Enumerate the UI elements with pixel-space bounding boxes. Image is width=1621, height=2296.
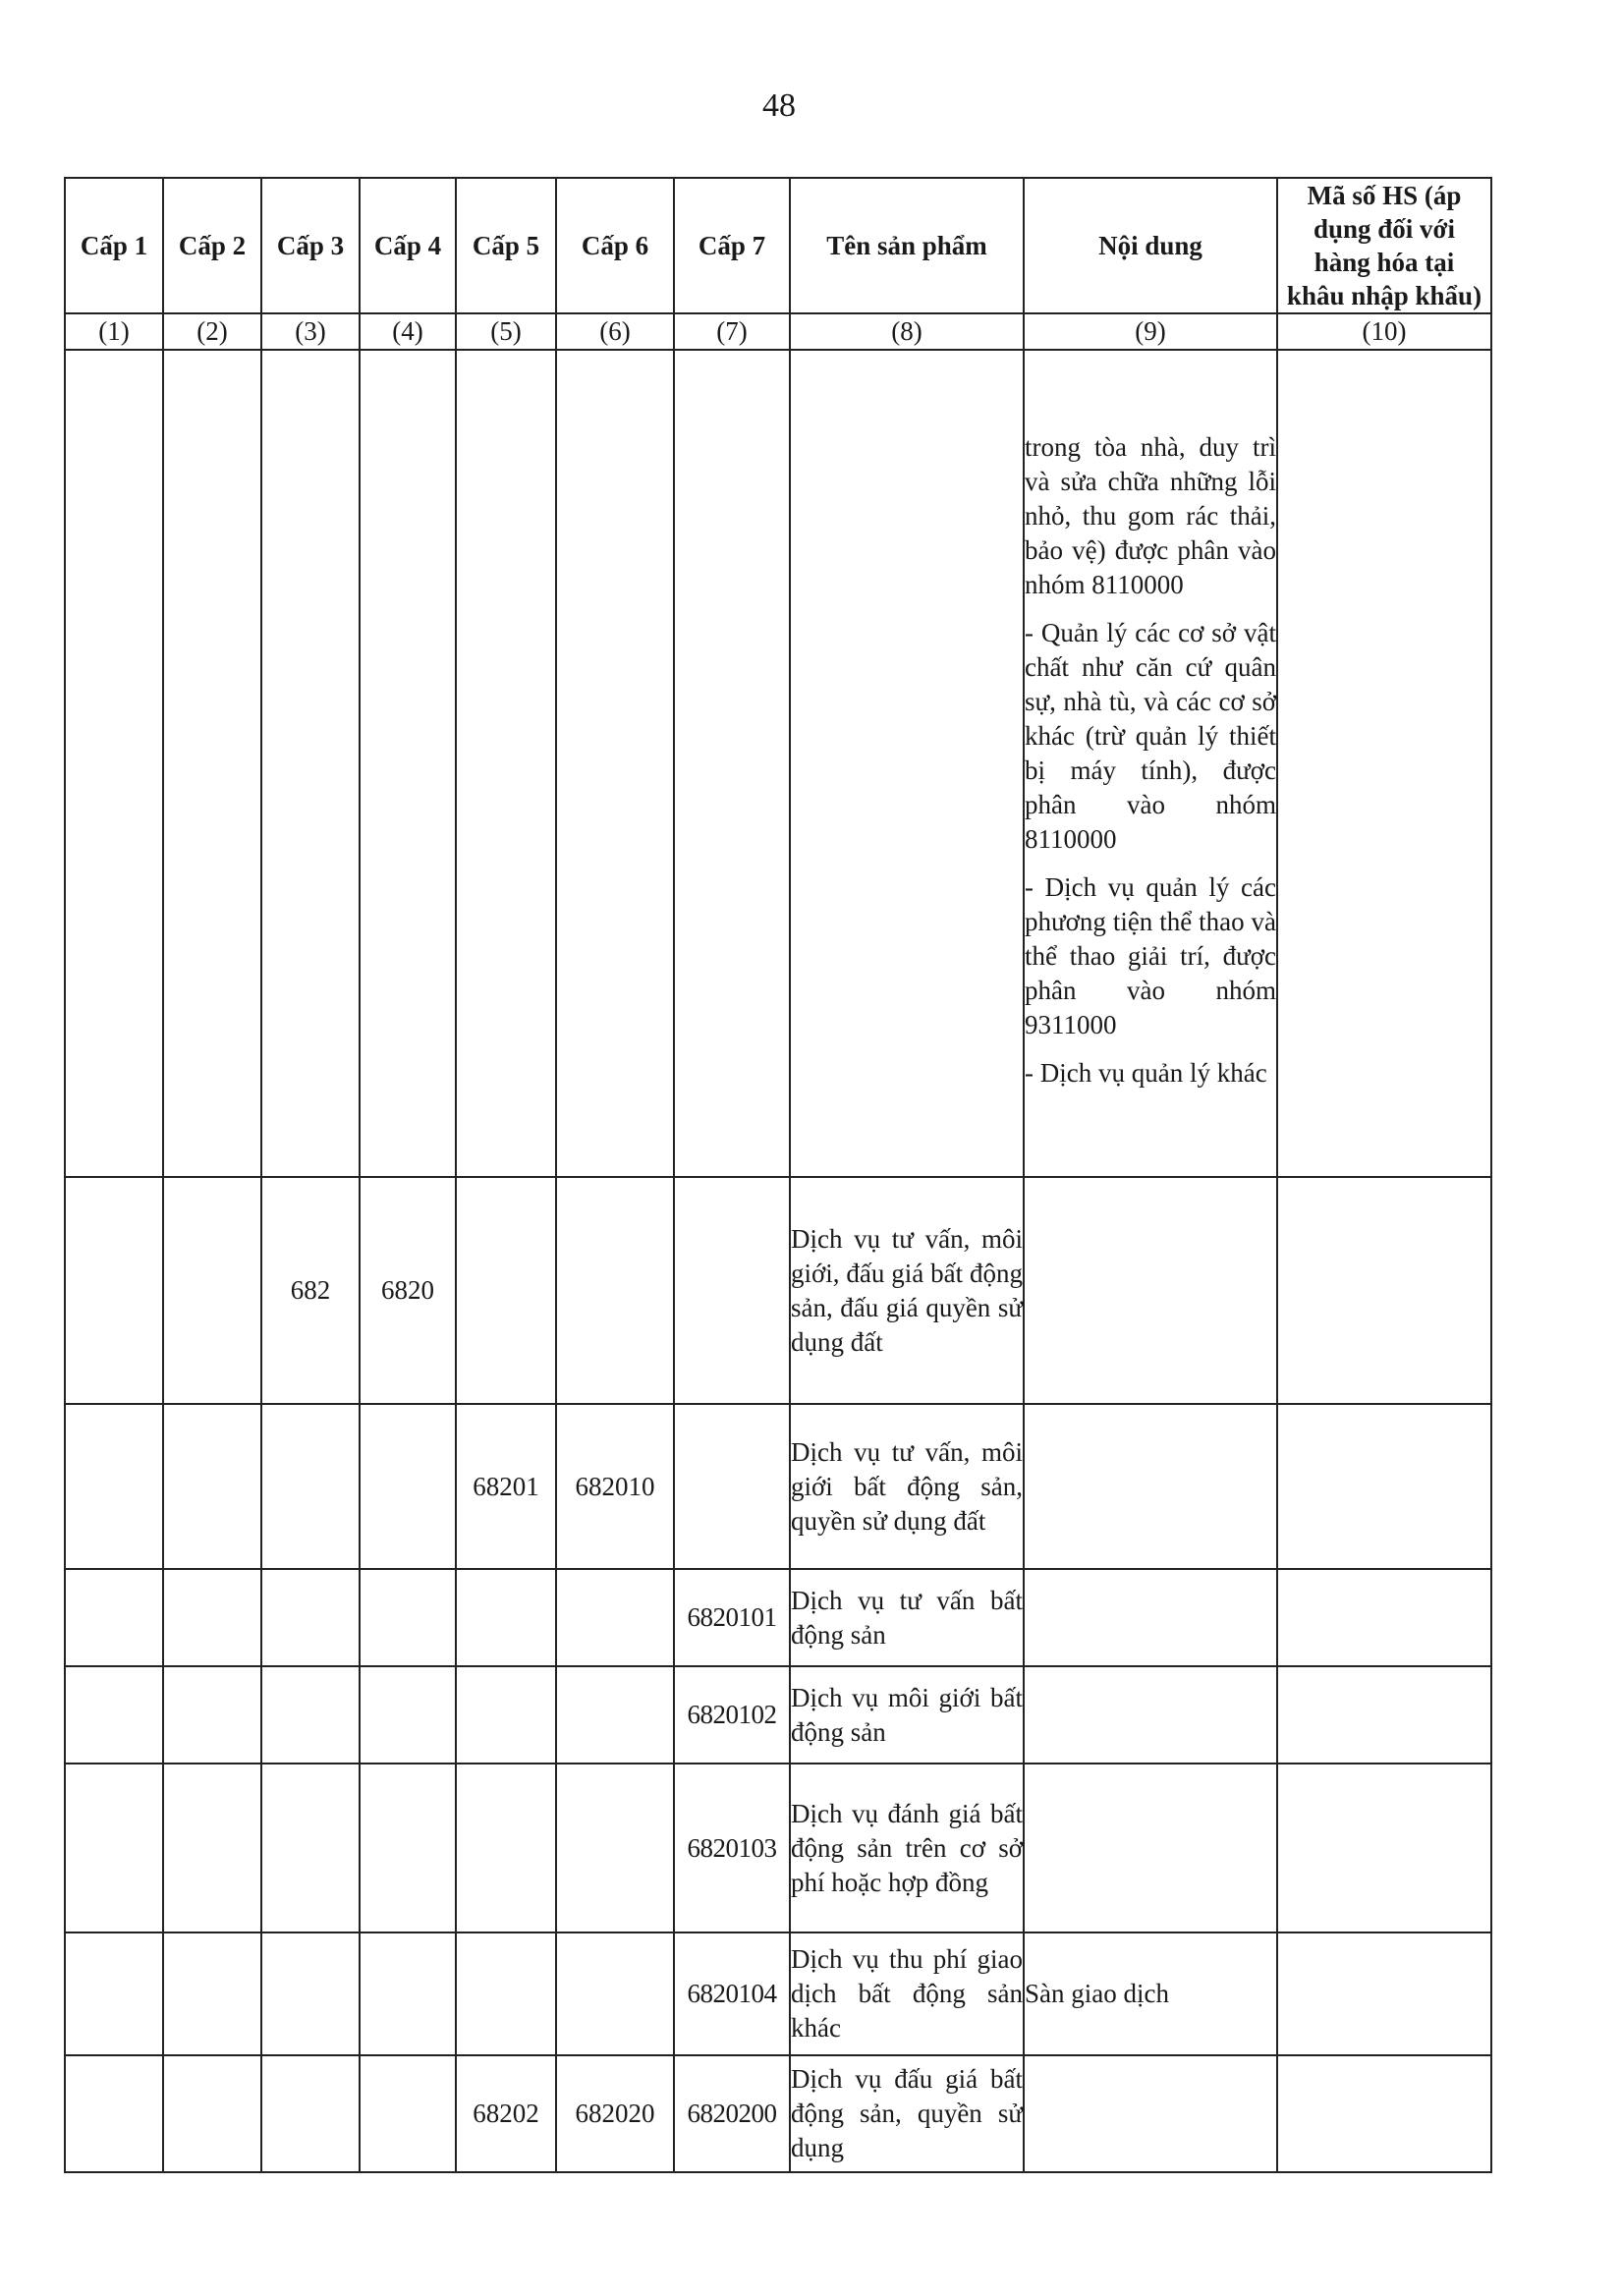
- cell-cap1: [65, 1932, 163, 2055]
- cell-cap1: [65, 1177, 163, 1404]
- cell-cap5: 68202: [456, 2055, 556, 2172]
- cell-cap1: [65, 2055, 163, 2172]
- table-row: [65, 1177, 1491, 1404]
- cell-cap2: [163, 1764, 261, 1932]
- cell-cap4: [360, 2055, 456, 2172]
- header-cap-4: Cấp 4: [360, 178, 456, 313]
- content-paragraph: - Dịch vụ quản lý các phương tiện thể thao và thể thao giải trí, được phân vào nhóm 9311000: [1025, 872, 1276, 1039]
- cell-cap3: [261, 1764, 360, 1932]
- header-hs-code: Mã số HS (áp dụng đối với hàng hóa tại khâu nhập khẩu): [1277, 178, 1491, 313]
- column-number: (7): [674, 313, 790, 350]
- cell-content: [1024, 1666, 1277, 1764]
- cell-product-name: Dịch vụ đánh giá bất động sản trên cơ sở phí hoặc hợp đồng: [790, 1764, 1024, 1932]
- cell-cap3: 682: [261, 1177, 360, 1404]
- cell-cap7: 6820104: [674, 1932, 790, 2055]
- cell-cap7: 6820101: [674, 1569, 790, 1666]
- cell-product-name: [790, 350, 1024, 1177]
- cell-cap2: [163, 2055, 261, 2172]
- column-number: (4): [360, 313, 456, 350]
- page-number: 48: [762, 87, 796, 124]
- cell-cap6: [556, 350, 674, 1177]
- header-cap-1: Cấp 1: [65, 178, 163, 313]
- header-row: [65, 178, 1491, 313]
- cell-cap7: [674, 1177, 790, 1404]
- table-row: [65, 1404, 1491, 1569]
- table-row: [65, 2055, 1491, 2172]
- column-number: (9): [1024, 313, 1277, 350]
- cell-content: [1024, 1177, 1277, 1404]
- cell-hs-code: [1277, 1404, 1491, 1569]
- cell-hs-code: [1277, 2055, 1491, 2172]
- column-number: (2): [163, 313, 261, 350]
- cell-cap7: 6820103: [674, 1764, 790, 1932]
- cell-cap1: [65, 1404, 163, 1569]
- cell-cap4: [360, 350, 456, 1177]
- cell-cap4: [360, 1764, 456, 1932]
- table-row: [65, 350, 1491, 1177]
- cell-cap6: [556, 1666, 674, 1764]
- cell-cap7: 6820200: [674, 2055, 790, 2172]
- header-content: Nội dung: [1024, 178, 1277, 313]
- column-number: (10): [1277, 313, 1491, 350]
- header-cap-6: Cấp 6: [556, 178, 674, 313]
- cell-product-name: Dịch vụ thu phí giao dịch bất động sản khác: [790, 1932, 1024, 2055]
- column-number: (6): [556, 313, 674, 350]
- cell-cap2: [163, 1932, 261, 2055]
- cell-product-name: Dịch vụ tư vấn, môi giới, đấu giá bất động sản, đấu giá quyền sử dụng đất: [790, 1177, 1024, 1404]
- cell-cap5: [456, 1932, 556, 2055]
- cell-cap6: [556, 1932, 674, 2055]
- header-product-name: Tên sản phẩm: [790, 178, 1024, 313]
- cell-cap7: 6820102: [674, 1666, 790, 1764]
- column-number: (5): [456, 313, 556, 350]
- cell-cap2: [163, 1404, 261, 1569]
- cell-cap5: [456, 1177, 556, 1404]
- cell-cap6: [556, 1569, 674, 1666]
- cell-content: [1024, 350, 1277, 1177]
- cell-cap7: [674, 1404, 790, 1569]
- table-row: [65, 1666, 1491, 1764]
- cell-cap2: [163, 350, 261, 1177]
- column-number: (1): [65, 313, 163, 350]
- cell-cap6: 682010: [556, 1404, 674, 1569]
- header-cap-5: Cấp 5: [456, 178, 556, 313]
- cell-cap4: [360, 1404, 456, 1569]
- cell-content: [1024, 2055, 1277, 2172]
- cell-cap1: [65, 350, 163, 1177]
- cell-hs-code: [1277, 1932, 1491, 2055]
- cell-hs-code: [1277, 1177, 1491, 1404]
- cell-cap5: [456, 350, 556, 1177]
- cell-hs-code: [1277, 1764, 1491, 1932]
- cell-product-name: Dịch vụ môi giới bất động sản: [790, 1666, 1024, 1764]
- table-row: [65, 1932, 1491, 2055]
- cell-cap3: [261, 2055, 360, 2172]
- cell-product-name: Dịch vụ tư vấn, môi giới bất động sản, quyền sử dụng đất: [790, 1404, 1024, 1569]
- cell-cap3: [261, 1932, 360, 2055]
- cell-hs-code: [1277, 350, 1491, 1177]
- cell-content: [1024, 1404, 1277, 1569]
- table-row: [65, 1569, 1491, 1666]
- column-number: (3): [261, 313, 360, 350]
- cell-cap7: [674, 350, 790, 1177]
- cell-content: [1024, 1569, 1277, 1666]
- content-paragraph: - Dịch vụ quản lý khác: [1025, 1058, 1267, 1088]
- cell-cap3: [261, 1404, 360, 1569]
- cell-content: Sàn giao dịch: [1024, 1932, 1277, 2055]
- cell-content: [1024, 1764, 1277, 1932]
- cell-hs-code: [1277, 1569, 1491, 1666]
- cell-cap6: 682020: [556, 2055, 674, 2172]
- table-row: [65, 1764, 1491, 1932]
- cell-cap5: 68201: [456, 1404, 556, 1569]
- cell-product-name: Dịch vụ tư vấn bất động sản: [790, 1569, 1024, 1666]
- header-cap-2: Cấp 2: [163, 178, 261, 313]
- column-number: (8): [790, 313, 1024, 350]
- header-cap-7: Cấp 7: [674, 178, 790, 313]
- cell-cap1: [65, 1569, 163, 1666]
- cell-cap5: [456, 1569, 556, 1666]
- cell-cap6: [556, 1764, 674, 1932]
- content-paragraph: - Quản lý các cơ sở vật chất như căn cứ quân sự, nhà tù, và các cơ sở khác (trừ quản lý thiết bị máy tính), được phân vào nhóm 8110000: [1025, 618, 1276, 854]
- cell-cap5: [456, 1764, 556, 1932]
- cell-cap3: [261, 1666, 360, 1764]
- cell-cap1: [65, 1666, 163, 1764]
- column-number-row: [65, 313, 1491, 350]
- cell-cap4: [360, 1932, 456, 2055]
- content-paragraph: trong tòa nhà, duy trì và sửa chữa những lỗi nhỏ, thu gom rác thải, bảo vệ) được phân vào nhóm 8110000: [1025, 432, 1276, 599]
- cell-cap1: [65, 1764, 163, 1932]
- header-cap-3: Cấp 3: [261, 178, 360, 313]
- cell-cap3: [261, 1569, 360, 1666]
- cell-hs-code: [1277, 1666, 1491, 1764]
- cell-cap4: 6820: [360, 1177, 456, 1404]
- cell-cap6: [556, 1177, 674, 1404]
- cell-cap2: [163, 1666, 261, 1764]
- cell-cap4: [360, 1569, 456, 1666]
- cell-product-name: Dịch vụ đấu giá bất động sản, quyền sử dụng: [790, 2055, 1024, 2172]
- cell-cap2: [163, 1177, 261, 1404]
- cell-cap4: [360, 1666, 456, 1764]
- cell-cap3: [261, 350, 360, 1177]
- cell-cap2: [163, 1569, 261, 1666]
- product-classification-table: [64, 177, 1492, 2173]
- cell-cap5: [456, 1666, 556, 1764]
